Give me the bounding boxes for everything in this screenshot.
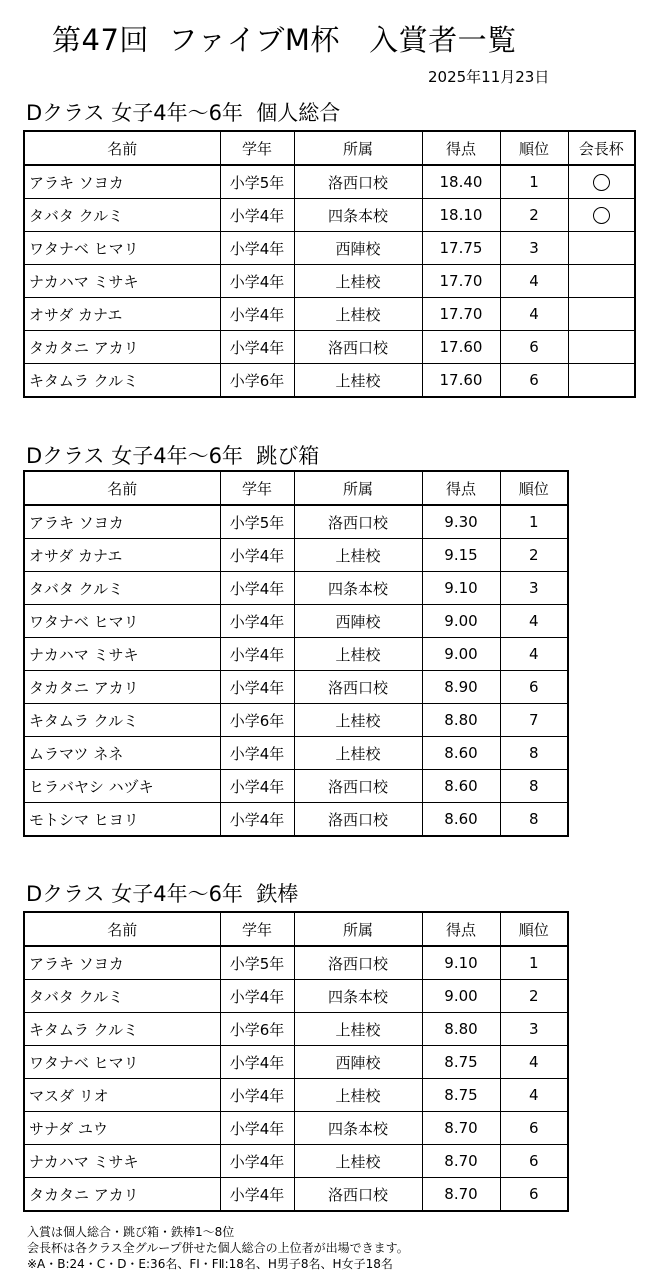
cell-name: タカタニ アカリ [24, 671, 220, 704]
header-grade: 学年 [220, 131, 294, 165]
header-rank: 順位 [500, 471, 568, 505]
cell-name: キタムラ クルミ [24, 364, 220, 398]
header-school: 所属 [294, 471, 422, 505]
cell-school: 洛西口校 [294, 331, 422, 364]
table-row [24, 737, 568, 770]
cell-school: 上桂校 [294, 638, 422, 671]
table-row [24, 1079, 568, 1112]
cell-name: アラキ ソヨカ [24, 165, 220, 199]
table-row [24, 572, 568, 605]
cell-score: 9.10 [422, 946, 500, 980]
cell-score: 8.70 [422, 1178, 500, 1212]
table-row [24, 364, 635, 398]
cell-grade: 小学4年 [220, 539, 294, 572]
cell-rank: 4 [500, 638, 568, 671]
footnote-line: ※A・B:24・C・D・E:36名、FⅠ・FⅡ:18名、H男子8名、H女子18名 [27, 1257, 393, 1271]
section-title-bar: Dクラス 女子4年～6年 鉄棒 [26, 882, 299, 906]
cell-name: タバタ クルミ [24, 572, 220, 605]
cell-name: ワタナベ ヒマリ [24, 232, 220, 265]
cell-school: 洛西口校 [294, 671, 422, 704]
cell-score: 9.00 [422, 605, 500, 638]
cell-grade: 小学4年 [220, 737, 294, 770]
header-name: 名前 [24, 912, 220, 946]
cell-rank: 4 [500, 1079, 568, 1112]
cell-grade: 小学6年 [220, 1013, 294, 1046]
cell-score: 8.60 [422, 737, 500, 770]
table-row [24, 505, 568, 539]
cell-name: ナカハマ ミサキ [24, 638, 220, 671]
cell-score: 8.70 [422, 1145, 500, 1178]
cell-score: 9.10 [422, 572, 500, 605]
table-row [24, 946, 568, 980]
cell-school: 上桂校 [294, 1013, 422, 1046]
cell-name: モトシマ ヒヨリ [24, 803, 220, 837]
header-grade: 学年 [220, 912, 294, 946]
section-title-all-around: Dクラス 女子4年～6年 個人総合 [26, 101, 341, 125]
cell-score: 8.75 [422, 1046, 500, 1079]
cell-grade: 小学5年 [220, 505, 294, 539]
table-header-row [24, 471, 568, 505]
cell-score: 18.40 [422, 165, 500, 199]
event-date: 2025年11月23日 [428, 68, 550, 86]
cup-circle-mark [593, 174, 610, 191]
cell-name: キタムラ クルミ [24, 1013, 220, 1046]
cell-score: 8.80 [422, 704, 500, 737]
cell-grade: 小学5年 [220, 165, 294, 199]
cell-name: サナダ ユウ [24, 1112, 220, 1145]
cell-score: 8.80 [422, 1013, 500, 1046]
cell-rank: 6 [500, 1145, 568, 1178]
cell-school: 四条本校 [294, 199, 422, 232]
cell-grade: 小学4年 [220, 638, 294, 671]
table-row [24, 704, 568, 737]
cell-school: 上桂校 [294, 265, 422, 298]
cell-school: 上桂校 [294, 737, 422, 770]
cell-grade: 小学4年 [220, 803, 294, 837]
table-row [24, 605, 568, 638]
cell-school: 上桂校 [294, 539, 422, 572]
cell-name: キタムラ クルミ [24, 704, 220, 737]
cell-rank: 1 [500, 165, 568, 199]
header-grade: 学年 [220, 471, 294, 505]
cell-grade: 小学4年 [220, 265, 294, 298]
cell-name: アラキ ソヨカ [24, 505, 220, 539]
table-row [24, 980, 568, 1013]
table-row [24, 165, 635, 199]
cell-rank: 4 [500, 265, 568, 298]
cell-school: 上桂校 [294, 364, 422, 398]
cell-school: 洛西口校 [294, 803, 422, 837]
cell-score: 8.70 [422, 1112, 500, 1145]
cell-rank: 3 [500, 572, 568, 605]
cell-cup [568, 364, 635, 398]
cell-rank: 3 [500, 232, 568, 265]
cell-cup [568, 232, 635, 265]
cell-cup [568, 298, 635, 331]
table-row [24, 265, 635, 298]
cell-school: 四条本校 [294, 980, 422, 1013]
cell-school: 洛西口校 [294, 946, 422, 980]
header-school: 所属 [294, 912, 422, 946]
cell-school: 西陣校 [294, 605, 422, 638]
cell-school: 洛西口校 [294, 770, 422, 803]
cell-grade: 小学6年 [220, 704, 294, 737]
results-table-all-around [23, 130, 636, 398]
cell-name: ヒラバヤシ ハヅキ [24, 770, 220, 803]
table-header-row [24, 912, 568, 946]
header-cup: 会長杯 [568, 131, 635, 165]
cell-grade: 小学4年 [220, 1145, 294, 1178]
cell-school: 上桂校 [294, 298, 422, 331]
cell-score: 17.60 [422, 364, 500, 398]
cell-school: 上桂校 [294, 704, 422, 737]
table-header-row [24, 131, 635, 165]
cell-school: 西陣校 [294, 232, 422, 265]
cell-grade: 小学4年 [220, 980, 294, 1013]
cell-score: 8.60 [422, 770, 500, 803]
cell-score: 8.75 [422, 1079, 500, 1112]
header-rank: 順位 [500, 912, 568, 946]
cell-score: 17.70 [422, 265, 500, 298]
cell-rank: 2 [500, 539, 568, 572]
cell-score: 9.15 [422, 539, 500, 572]
table-row [24, 199, 635, 232]
cell-grade: 小学4年 [220, 1112, 294, 1145]
table-row [24, 671, 568, 704]
footnote-line: 入賞は個人総合・跳び箱・鉄棒1～8位 [27, 1225, 235, 1239]
cell-cup [568, 265, 635, 298]
cell-rank: 6 [500, 671, 568, 704]
table-row [24, 638, 568, 671]
header-score: 得点 [422, 912, 500, 946]
cell-rank: 7 [500, 704, 568, 737]
cell-grade: 小学4年 [220, 331, 294, 364]
cell-rank: 4 [500, 1046, 568, 1079]
cell-rank: 8 [500, 803, 568, 837]
cell-rank: 2 [500, 199, 568, 232]
table-row [24, 232, 635, 265]
page-title: 第47回 ファイブM杯 入賞者一覧 [52, 23, 517, 57]
table-row [24, 1145, 568, 1178]
table-row [24, 298, 635, 331]
header-rank: 順位 [500, 131, 568, 165]
table-row [24, 770, 568, 803]
cell-name: ナカハマ ミサキ [24, 265, 220, 298]
cell-name: マスダ リオ [24, 1079, 220, 1112]
cell-rank: 8 [500, 770, 568, 803]
cell-school: 洛西口校 [294, 1178, 422, 1212]
cell-score: 9.30 [422, 505, 500, 539]
cell-score: 9.00 [422, 638, 500, 671]
cell-grade: 小学4年 [220, 1079, 294, 1112]
results-table-bar [23, 911, 569, 1212]
cell-name: ムラマツ ネネ [24, 737, 220, 770]
cell-rank: 6 [500, 331, 568, 364]
cell-name: ナカハマ ミサキ [24, 1145, 220, 1178]
section-title-vault: Dクラス 女子4年～6年 跳び箱 [26, 444, 320, 468]
cell-score: 17.75 [422, 232, 500, 265]
cell-grade: 小学4年 [220, 1046, 294, 1079]
footnote-line: 会長杯は各クラス全グループ併せた個人総合の上位者が出場できます。 [27, 1241, 409, 1255]
cell-name: ワタナベ ヒマリ [24, 1046, 220, 1079]
table-row [24, 331, 635, 364]
cell-rank: 6 [500, 364, 568, 398]
cell-cup [568, 199, 635, 232]
cell-grade: 小学4年 [220, 199, 294, 232]
cell-grade: 小学5年 [220, 946, 294, 980]
header-name: 名前 [24, 131, 220, 165]
cell-name: タバタ クルミ [24, 199, 220, 232]
cell-score: 8.60 [422, 803, 500, 837]
cell-rank: 4 [500, 298, 568, 331]
cell-grade: 小学4年 [220, 1178, 294, 1212]
cell-school: 上桂校 [294, 1079, 422, 1112]
table-row [24, 1013, 568, 1046]
cell-grade: 小学4年 [220, 298, 294, 331]
cell-school: 四条本校 [294, 1112, 422, 1145]
cell-rank: 2 [500, 980, 568, 1013]
cell-name: タカタニ アカリ [24, 1178, 220, 1212]
cell-school: 四条本校 [294, 572, 422, 605]
cell-grade: 小学6年 [220, 364, 294, 398]
cell-grade: 小学4年 [220, 232, 294, 265]
cell-grade: 小学4年 [220, 572, 294, 605]
table-row [24, 539, 568, 572]
cell-grade: 小学4年 [220, 671, 294, 704]
table-row [24, 1112, 568, 1145]
header-score: 得点 [422, 471, 500, 505]
table-row [24, 1046, 568, 1079]
cell-score: 17.70 [422, 298, 500, 331]
cell-grade: 小学4年 [220, 770, 294, 803]
cell-cup [568, 165, 635, 199]
cell-score: 9.00 [422, 980, 500, 1013]
cell-school: 西陣校 [294, 1046, 422, 1079]
cell-name: オサダ カナエ [24, 539, 220, 572]
cup-circle-mark [593, 207, 610, 224]
cell-school: 洛西口校 [294, 165, 422, 199]
cell-rank: 8 [500, 737, 568, 770]
results-table-vault [23, 470, 569, 837]
cell-name: オサダ カナエ [24, 298, 220, 331]
header-score: 得点 [422, 131, 500, 165]
cell-score: 17.60 [422, 331, 500, 364]
cell-name: アラキ ソヨカ [24, 946, 220, 980]
cell-school: 上桂校 [294, 1145, 422, 1178]
cell-name: タバタ クルミ [24, 980, 220, 1013]
table-row [24, 803, 568, 837]
cell-grade: 小学4年 [220, 605, 294, 638]
footnotes [27, 1224, 409, 1272]
cell-rank: 1 [500, 505, 568, 539]
cell-score: 8.90 [422, 671, 500, 704]
header-name: 名前 [24, 471, 220, 505]
header-school: 所属 [294, 131, 422, 165]
cell-rank: 3 [500, 1013, 568, 1046]
cell-school: 洛西口校 [294, 505, 422, 539]
cell-name: ワタナベ ヒマリ [24, 605, 220, 638]
cell-score: 18.10 [422, 199, 500, 232]
cell-cup [568, 331, 635, 364]
cell-rank: 1 [500, 946, 568, 980]
cell-rank: 6 [500, 1112, 568, 1145]
cell-name: タカタニ アカリ [24, 331, 220, 364]
cell-rank: 6 [500, 1178, 568, 1212]
cell-rank: 4 [500, 605, 568, 638]
table-row [24, 1178, 568, 1212]
